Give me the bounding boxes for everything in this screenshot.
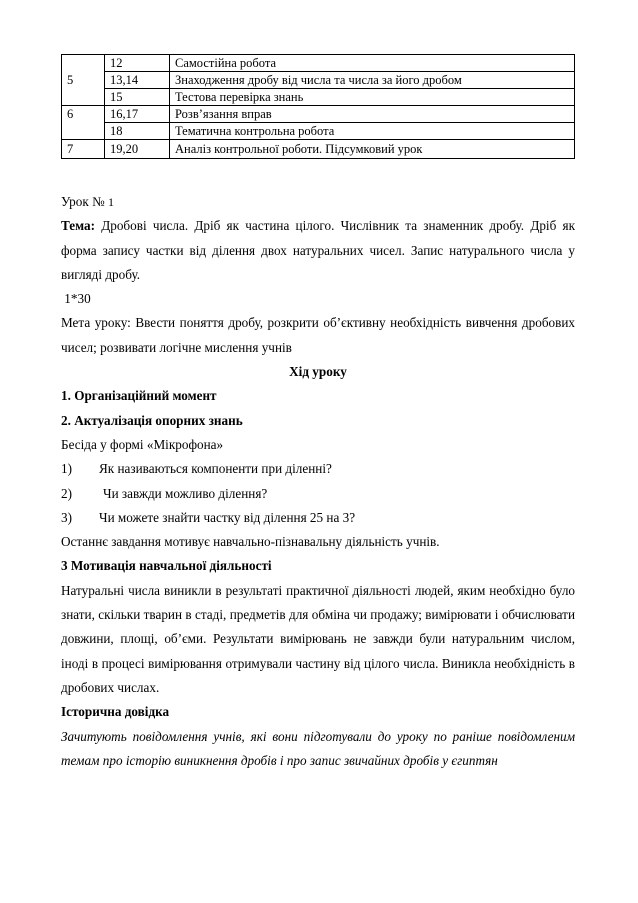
lesson-number: [61, 190, 575, 214]
table-row: [62, 72, 575, 89]
table-cell: [62, 55, 105, 72]
list-text: Як називаються компоненти при діленні?: [99, 461, 332, 477]
table-cell: 18: [105, 123, 170, 140]
table-cell: 12: [105, 55, 170, 72]
table-row: [62, 55, 575, 72]
table-cell: [62, 89, 105, 106]
lesson-number-value: 1: [107, 195, 114, 209]
table-cell: Аналіз контрольної роботи. Підсумковий урок: [170, 140, 575, 159]
table-cell: [62, 123, 105, 140]
table-cell: Самостійна робота: [170, 55, 575, 72]
section-motivation: 3 Мотивація навчальної діяльності: [61, 558, 272, 574]
list-item: [61, 506, 575, 530]
table-row: [62, 89, 575, 106]
table-cell: 6: [62, 106, 105, 123]
list-text: Чи можете знайти частку від ділення 25 на 3?: [99, 509, 356, 525]
lesson-topic: [61, 214, 575, 287]
table-cell: 15: [105, 89, 170, 106]
lesson-label: Урок №: [61, 194, 108, 209]
list-item: [61, 457, 575, 481]
list-number: 2): [61, 485, 72, 501]
conversation-format: Бесіда у формі «Мікрофона»: [61, 436, 224, 452]
history-text: Зачитують повідомлення учнів, які вони підготували до уроку по раніше повідомленим темам про історію виникнення дробів і про запис звичайних дробів у єгиптян: [61, 728, 575, 768]
list-number: 3): [61, 509, 72, 525]
table-row: [62, 106, 575, 123]
lesson-body: [61, 190, 575, 773]
table-cell: Тестова перевірка знань: [170, 89, 575, 106]
section-actualization: 2. Актуалізація опорних знань: [61, 412, 243, 428]
progress-heading: Хід уроку: [289, 364, 347, 380]
list-text: Чи завжди можливо ділення?: [103, 485, 268, 501]
motivation-text: Натуральні числа виникли в результаті практичної діяльності людей, яким необхідно було знати, скільки тварин в стаді, предметів для обміна чи продажу; вимірювати і обчислювати довжини, площі, об’єми. Результати вимірювань не завжди були натуральним числом, іноді в процесі вимірювання отримували частину від цілого числа. Виникла необхідність в дробових числах.: [61, 582, 575, 695]
table-cell: 13,14: [105, 72, 170, 89]
table-cell: 19,20: [105, 140, 170, 159]
table-cell: 16,17: [105, 106, 170, 123]
table-cell: Розв’язання вправ: [170, 106, 575, 123]
last-task-note: Останнє завдання мотивує навчально-пізнавальну діяльність учнів.: [61, 534, 440, 550]
history-heading: Історична довідка: [61, 704, 170, 720]
list-number: 1): [61, 461, 72, 477]
table-cell: Знаходження дробу від числа та числа за його дробом: [170, 72, 575, 89]
table-cell: 5: [62, 72, 105, 89]
lesson-plan-table: [61, 54, 575, 159]
lesson-code: 1*30: [61, 291, 91, 307]
section-organizational: 1. Організаційний момент: [61, 388, 217, 404]
table-row: [62, 123, 575, 140]
list-item: [61, 482, 575, 506]
table-row: [62, 140, 575, 159]
topic-label: Тема:: [61, 218, 96, 234]
topic-text: Дробові числа. Дріб як частина цілого. Числівник та знаменник дробу. Дріб як форма запису частки від ділення двох натуральних чисел. Запис натурального числа у вигляді дробу.: [61, 218, 575, 282]
table-cell: 7: [62, 140, 105, 159]
lesson-goal: Мета уроку: Ввести поняття дробу, розкрити об’єктивну необхідність вивчення дробових чисел; розвивати логічне мислення учнів: [61, 315, 575, 355]
table-cell: Тематична контрольна робота: [170, 123, 575, 140]
